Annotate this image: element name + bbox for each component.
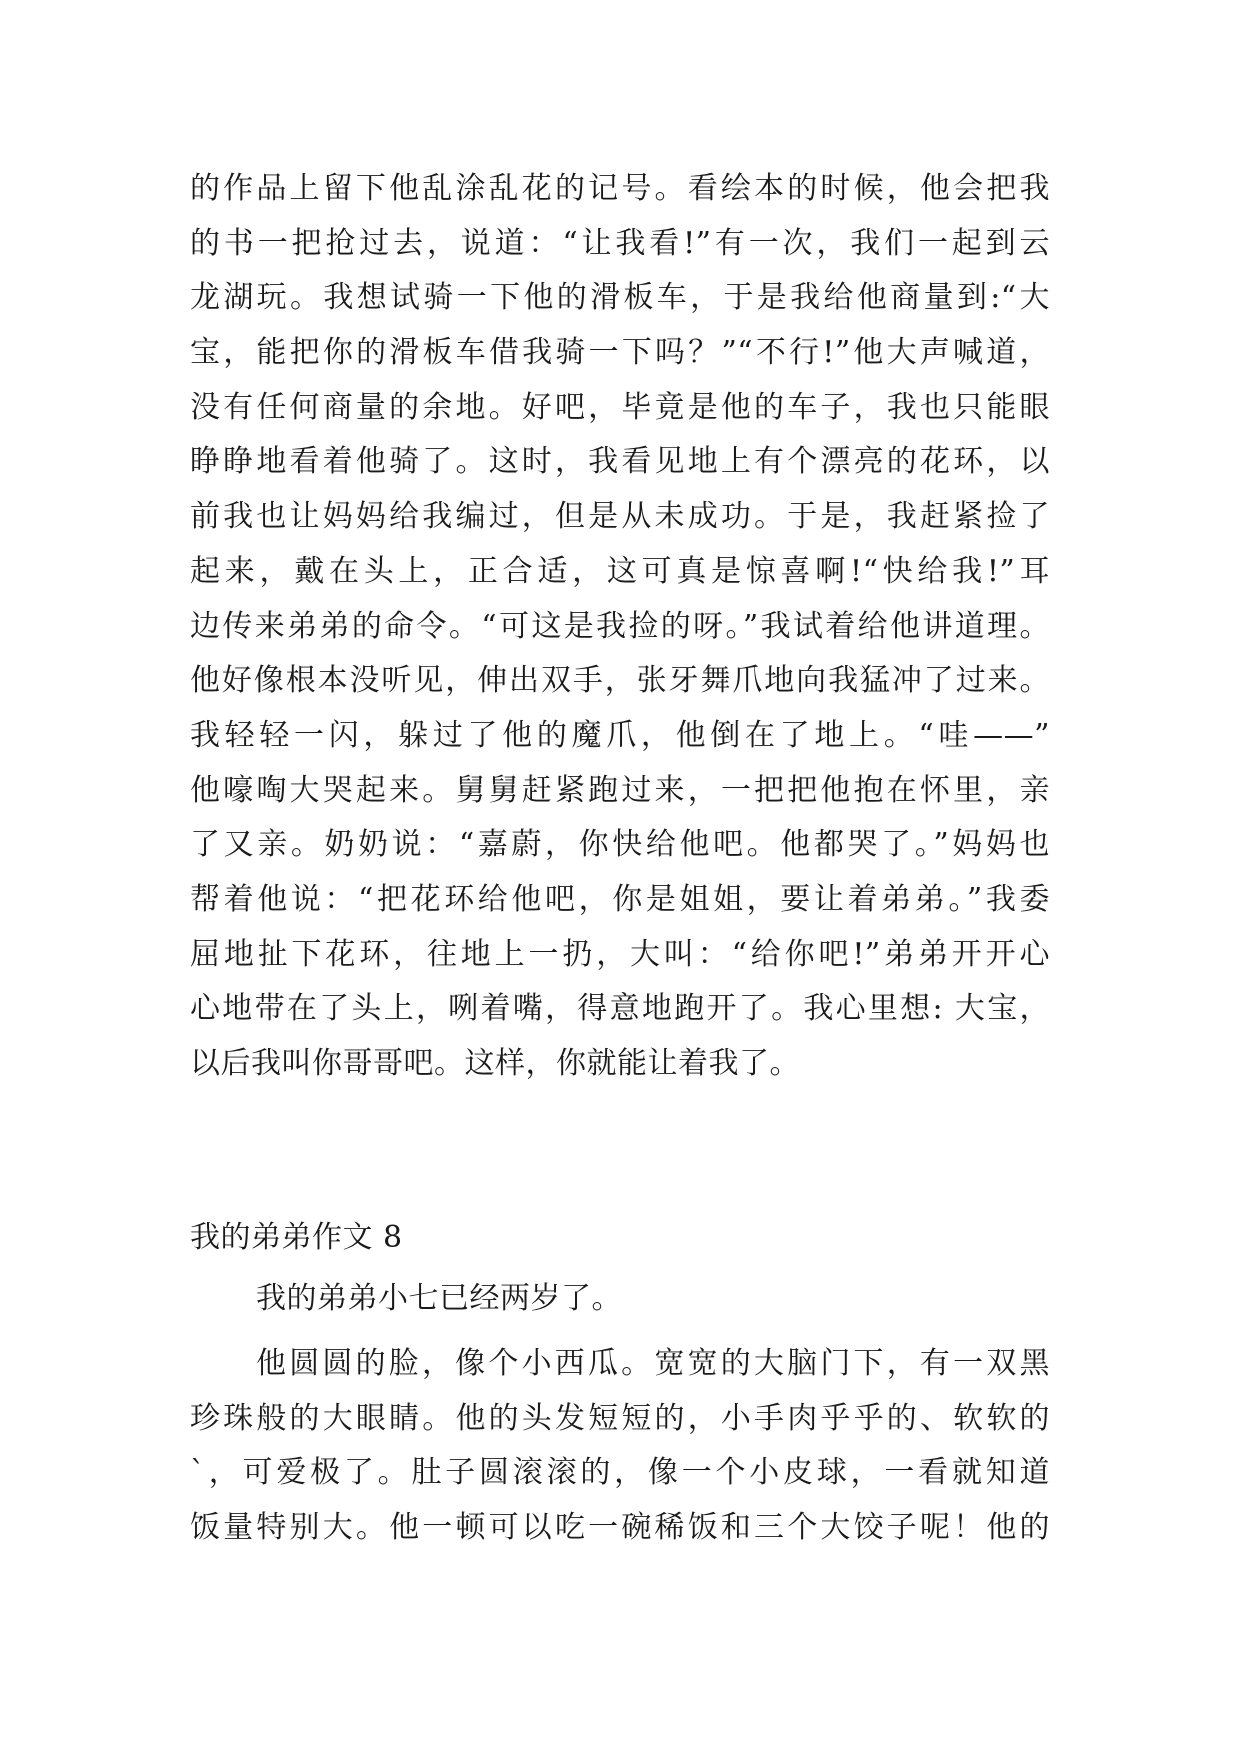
- text-line: 龙湖玩。我想试骑一下他的滑板车，于是我给他商量到:“大: [190, 280, 1050, 316]
- text-line: `，可爱极了。肚子圆滚滚的，像一个小皮球，一看就知道: [190, 1455, 1050, 1491]
- text-line: 起来，戴在头上，正合适，这可真是惊喜啊!“快给我!”耳: [190, 553, 1050, 589]
- essay-paragraph-2: [190, 1272, 1050, 1327]
- section-heading: 我的弟弟作文 8: [190, 1220, 403, 1255]
- text-line: 他圆圆的脸，像个小西瓜。宽宽的大脑门下，有一双黑: [256, 1346, 1050, 1381]
- text-line: 睁睁地看着他骑了。这时，我看见地上有个漂亮的花环，以: [190, 444, 1050, 480]
- text-line: 帮着他说：“把花环给他吧，你是姐姐，要让着弟弟。”我委: [190, 881, 1050, 917]
- text-line: 的书一把抢过去，说道：“让我看!”有一次，我们一起到云: [190, 225, 1050, 261]
- essay-paragraph-3: [190, 1337, 1050, 1556]
- text-line: 了又亲。奶奶说：“嘉蔚，你快给他吧。他都哭了。”妈妈也: [190, 827, 1050, 863]
- text-line: 心地带在了头上，咧着嘴，得意地跑开了。我心里想: 大宝，: [190, 991, 1050, 1027]
- text-line: 没有任何商量的余地。好吧，毕竟是他的车子，我也只能眼: [190, 389, 1050, 425]
- text-line: 屈地扯下花环，往地上一扔，大叫：“给你吧!”弟弟开开心: [190, 936, 1050, 972]
- text-line: 边传来弟弟的命令。“可这是我捡的呀。”我试着给他讲道理。: [190, 608, 1050, 644]
- text-line: 宝，能把你的滑板车借我骑一下吗？”“不行!”他大声喊道，: [190, 335, 1050, 371]
- text-line: 他嚎啕大哭起来。舅舅赶紧跑过来，一把把他抱在怀里，亲: [190, 772, 1050, 808]
- text-line: 他好像根本没听见，伸出双手，张牙舞爪地向我猛冲了过来。: [190, 663, 1050, 699]
- text-line: 我的弟弟小七已经两岁了。: [256, 1281, 622, 1316]
- text-line: 我轻轻一闪，躲过了他的魔爪，他倒在了地上。“哇——”: [190, 717, 1050, 753]
- text-line: 以后我叫你哥哥吧。这样，你就能让着我了。: [190, 1046, 800, 1081]
- essay-paragraph-1: [190, 162, 1050, 1092]
- text-line: 前我也让妈妈给我编过，但是从未成功。于是，我赶紧捡了: [190, 499, 1050, 535]
- text-line: 珍珠般的大眼睛。他的头发短短的，小手肉乎乎的、软软的: [190, 1400, 1050, 1436]
- text-line: 饭量特别大。他一顿可以吃一碗稀饭和三个大饺子呢！他的: [190, 1510, 1050, 1546]
- text-line: 的作品上留下他乱涂乱花的记号。看绘本的时候，他会把我: [190, 171, 1050, 206]
